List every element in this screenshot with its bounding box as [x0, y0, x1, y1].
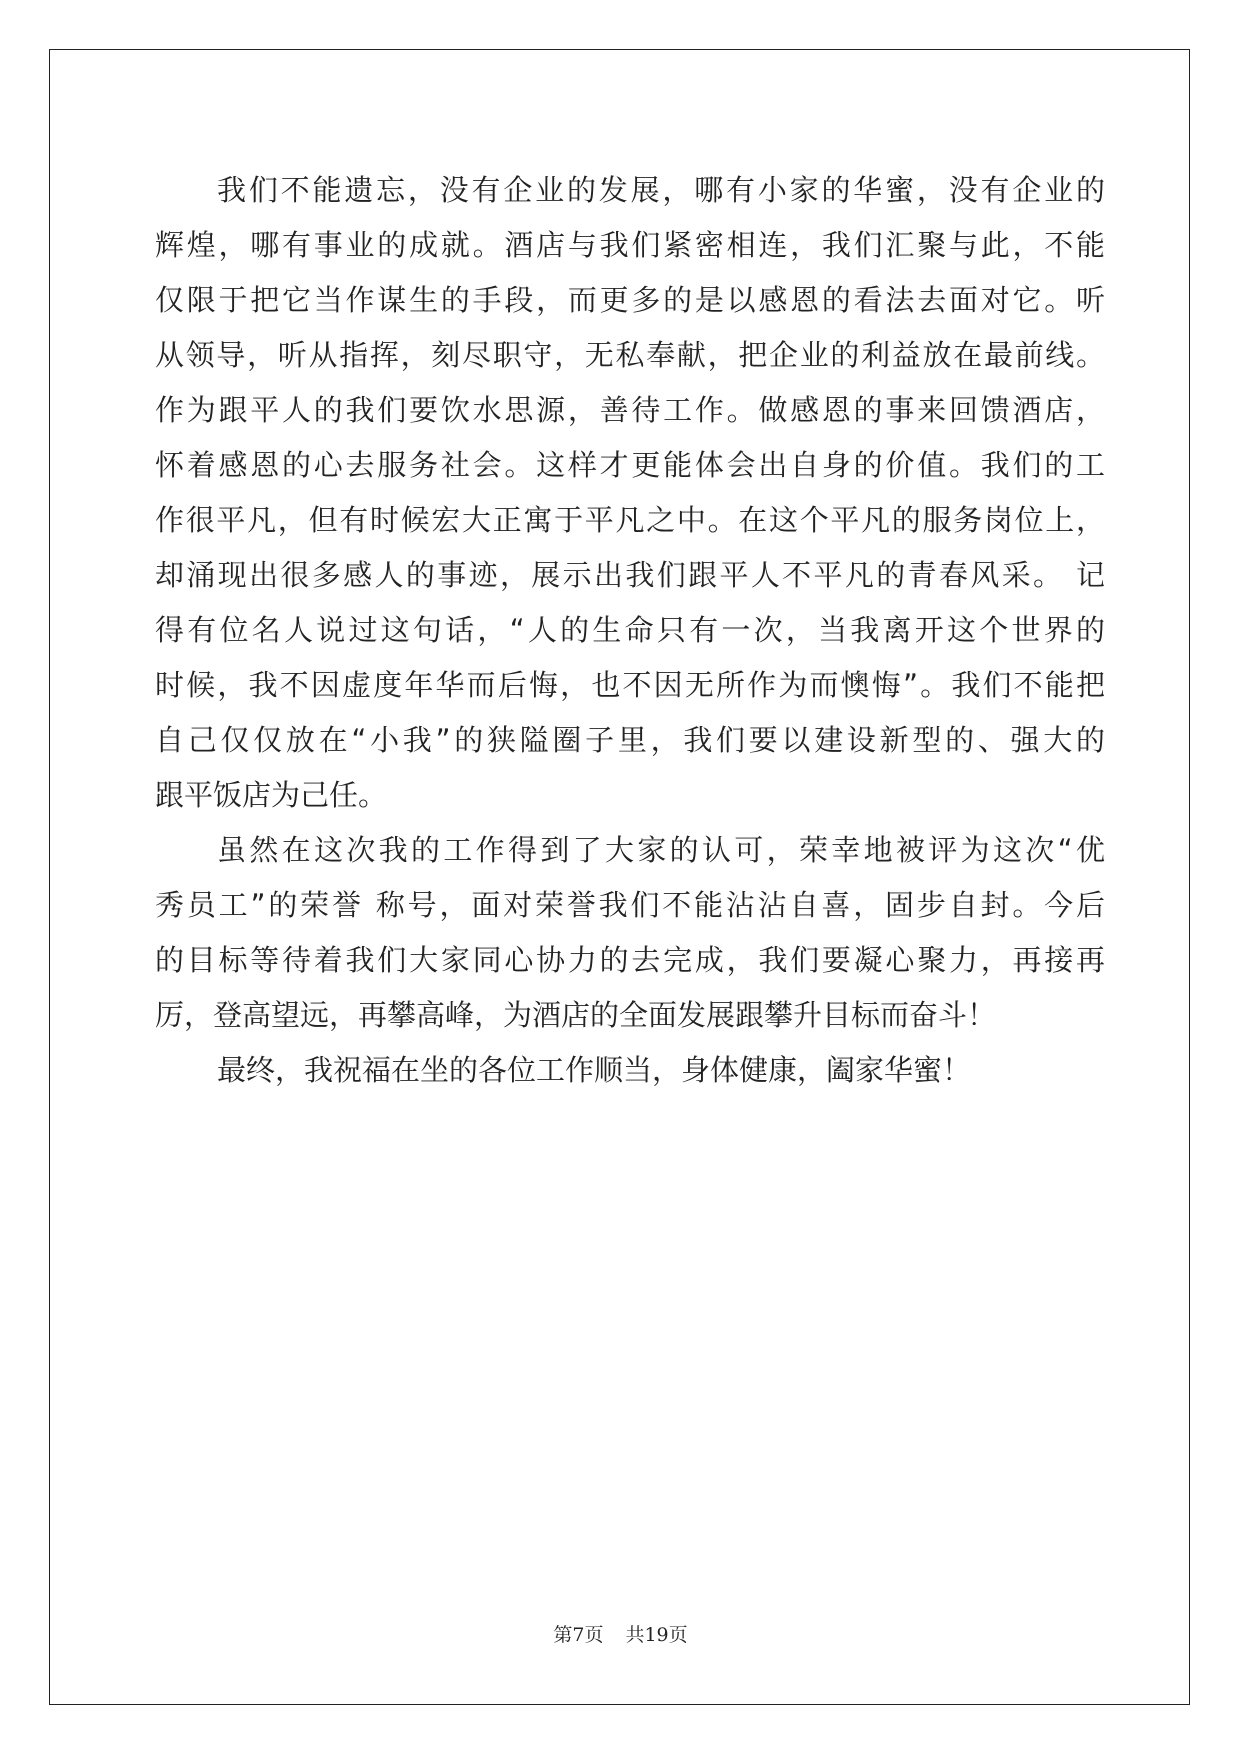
text-line: 却涌现出很多感人的事迹，展示出我们跟平人不平凡的青春风采。 记 [155, 558, 1105, 592]
text-line: 仅限于把它当作谋生的手段，而更多的是以感恩的看法去面对它。听 [155, 283, 1105, 317]
text-line: 从领导，听从指挥，刻尽职守，无私奉献，把企业的利益放在最前线。 [155, 338, 1105, 372]
page-footer [0, 1620, 1241, 1647]
text-line: 自己仅仅放在“小我”的狭隘圈子里，我们要以建设新型的、强大的 [155, 723, 1105, 757]
text-line: 最终，我祝福在坐的各位工作顺当，身体健康，阖家华蜜！ [217, 1053, 972, 1087]
text-line: 得有位名人说过这句话，“人的生命只有一次，当我离开这个世界的 [155, 613, 1105, 647]
total-pages: 共19页 [625, 1624, 688, 1646]
text-line: 厉，登高望远，再攀高峰，为酒店的全面发展跟攀升目标而奋斗！ [155, 998, 997, 1032]
text-line: 作为跟平人的我们要饮水思源，善待工作。做感恩的事来回馈酒店， [155, 393, 1105, 427]
text-line: 怀着感恩的心去服务社会。这样才更能体会出自身的价值。我们的工 [155, 448, 1105, 482]
page-number: 第7页 [553, 1624, 604, 1646]
text-line: 时候，我不因虚度年华而后悔，也不因无所作为而懊悔”。我们不能把 [155, 668, 1105, 702]
text-line: 虽然在这次我的工作得到了大家的认可，荣幸地被评为这次“优 [217, 833, 1105, 867]
text-line: 作很平凡，但有时候宏大正寓于平凡之中。在这个平凡的服务岗位上， [155, 503, 1105, 537]
text-line: 辉煌，哪有事业的成就。酒店与我们紧密相连，我们汇聚与此，不能 [155, 228, 1105, 262]
text-line: 我们不能遗忘，没有企业的发展，哪有小家的华蜜，没有企业的 [217, 173, 1105, 207]
text-line: 的目标等待着我们大家同心协力的去完成，我们要凝心聚力，再接再 [155, 943, 1105, 977]
text-line: 秀员工”的荣誉 称号，面对荣誉我们不能沾沾自喜，固步自封。今后 [155, 888, 1105, 922]
text-line: 跟平饭店为己任。 [155, 778, 388, 812]
